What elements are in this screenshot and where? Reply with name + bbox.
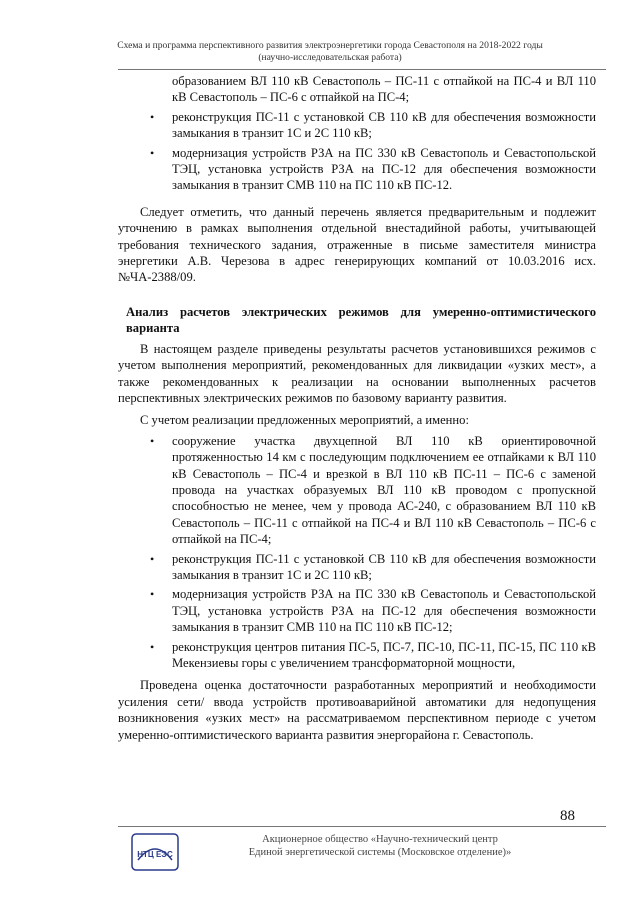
document-body xyxy=(118,73,596,743)
bullet-icon: • xyxy=(150,551,155,566)
footer-divider xyxy=(118,826,606,827)
footer-company-line2: Единой энергетической системы (Московское отделение)» xyxy=(248,847,512,858)
header-subtitle: (научно-исследовательская работа) xyxy=(258,52,402,63)
bullet-icon: • xyxy=(150,145,155,160)
bullet-icon: • xyxy=(150,639,155,654)
list-item: образованием ВЛ 110 кВ Севастополь – ПС-11 с отпайкой на ПС-4 и ВЛ 110 кВ Севастополь – ПС-6 с отпайкой на ПС-4; xyxy=(172,74,596,105)
paragraph-note: Следует отметить, что данный перечень является предварительным и подлежит уточнению в рамках выполнения отдельной внестадийной работы, учитывающей требования технического задания, отраженные в письме заместителя министра энергетики А.В. Черезова в адрес генерирующих компаний от 10.03.2016 исх. №ЧА-2388/09. xyxy=(118,204,596,285)
measures-list xyxy=(118,433,596,672)
list-item: • сооружение участка двухцепной ВЛ 110 кВ ориентировочной протяженностью 14 км с последующим подключением ее отпайками к ВЛ 110 кВ Севастополь – ПС-4 и врезкой в ВЛ 110 кВ ПС-11 – ПС-6 с заменой провода на участках образуемых ВЛ 110 кВ проводом с пропускной способностью не менее, чем у провода АС-240, с образованием ВЛ 110 кВ Севастополь – ПС-11 с отпайкой на ПС-4 и ВЛ 110 кВ Севастополь – ПС-6 с отпайкой на ПС-4; xyxy=(150,433,596,547)
paragraph-list-lead: С учетом реализации предложенных мероприятий, а именно: xyxy=(140,413,469,428)
page-footer xyxy=(200,833,560,859)
list-item: • модернизация устройств РЗА на ПС 330 кВ Севастополь и Севастопольской ТЭЦ, установка устройств РЗА на ПС-12 для обеспечения возможности замыкания в транзит СМВ 110 на ПС 110 кВ ПС-12; xyxy=(150,587,596,635)
footer-company-line1: Акционерное общество «Научно-технический центр xyxy=(262,834,498,845)
list-item: • реконструкция ПС-11 с установкой СВ 110 кВ для обеспечения возможности замыкания в транзит 1С и 2С 110 кВ; xyxy=(150,109,596,141)
paragraph-conclusion: Проведена оценка достаточности разработанных мероприятий и необходимости усиления сети/ ввода устройств противоаварийной автоматики для недопущения возникновения «узких мест» на рассматриваемом перспективном периоде с учетом умеренно-оптимистического варианта развития энергорайона г. Севастополь. xyxy=(118,678,596,742)
measures-list-continued xyxy=(118,73,596,194)
header-title: Схема и программа перспективного развития электроэнергетики города Севастополя на 2018-2022 годы xyxy=(117,40,543,51)
list-item: • реконструкция центров питания ПС-5, ПС-7, ПС-10, ПС-11, ПС-15, ПС 110 кВ Мекензиевы горы с увеличением трансформаторной мощности, xyxy=(150,639,596,670)
logo-text: НТЦ ЕЭС xyxy=(137,850,173,859)
list-item: • реконструкция ПС-11 с установкой СВ 110 кВ для обеспечения возможности замыкания в транзит 1С и 2С 110 кВ; xyxy=(150,551,596,582)
paragraph-intro: В настоящем разделе приведены результаты расчетов установившихся режимов с учетом выполнения мероприятий, рекомендованных для ликвидации «узких мест», а также рекомендованных к реализации на основании выполненных расчетов перспективных электрических режимов по базовому варианту развития. xyxy=(118,341,596,405)
ntc-ees-logo-icon xyxy=(130,830,180,874)
bullet-icon: • xyxy=(150,109,155,124)
page-header xyxy=(100,40,560,64)
bullet-icon: • xyxy=(150,587,155,602)
bullet-icon: • xyxy=(150,433,155,448)
list-item: • модернизация устройств РЗА на ПС 330 кВ Севастополь и Севастопольской ТЭЦ, установка устройств РЗА на ПС-12 для обеспечения возможности замыкания в транзит СМВ 110 на ПС 110 кВ ПС-12. xyxy=(150,145,596,193)
header-divider xyxy=(118,69,606,70)
page-number: 88 xyxy=(560,808,575,824)
section-heading: Анализ расчетов электрических режимов для умеренно-оптимистического варианта xyxy=(126,304,596,336)
